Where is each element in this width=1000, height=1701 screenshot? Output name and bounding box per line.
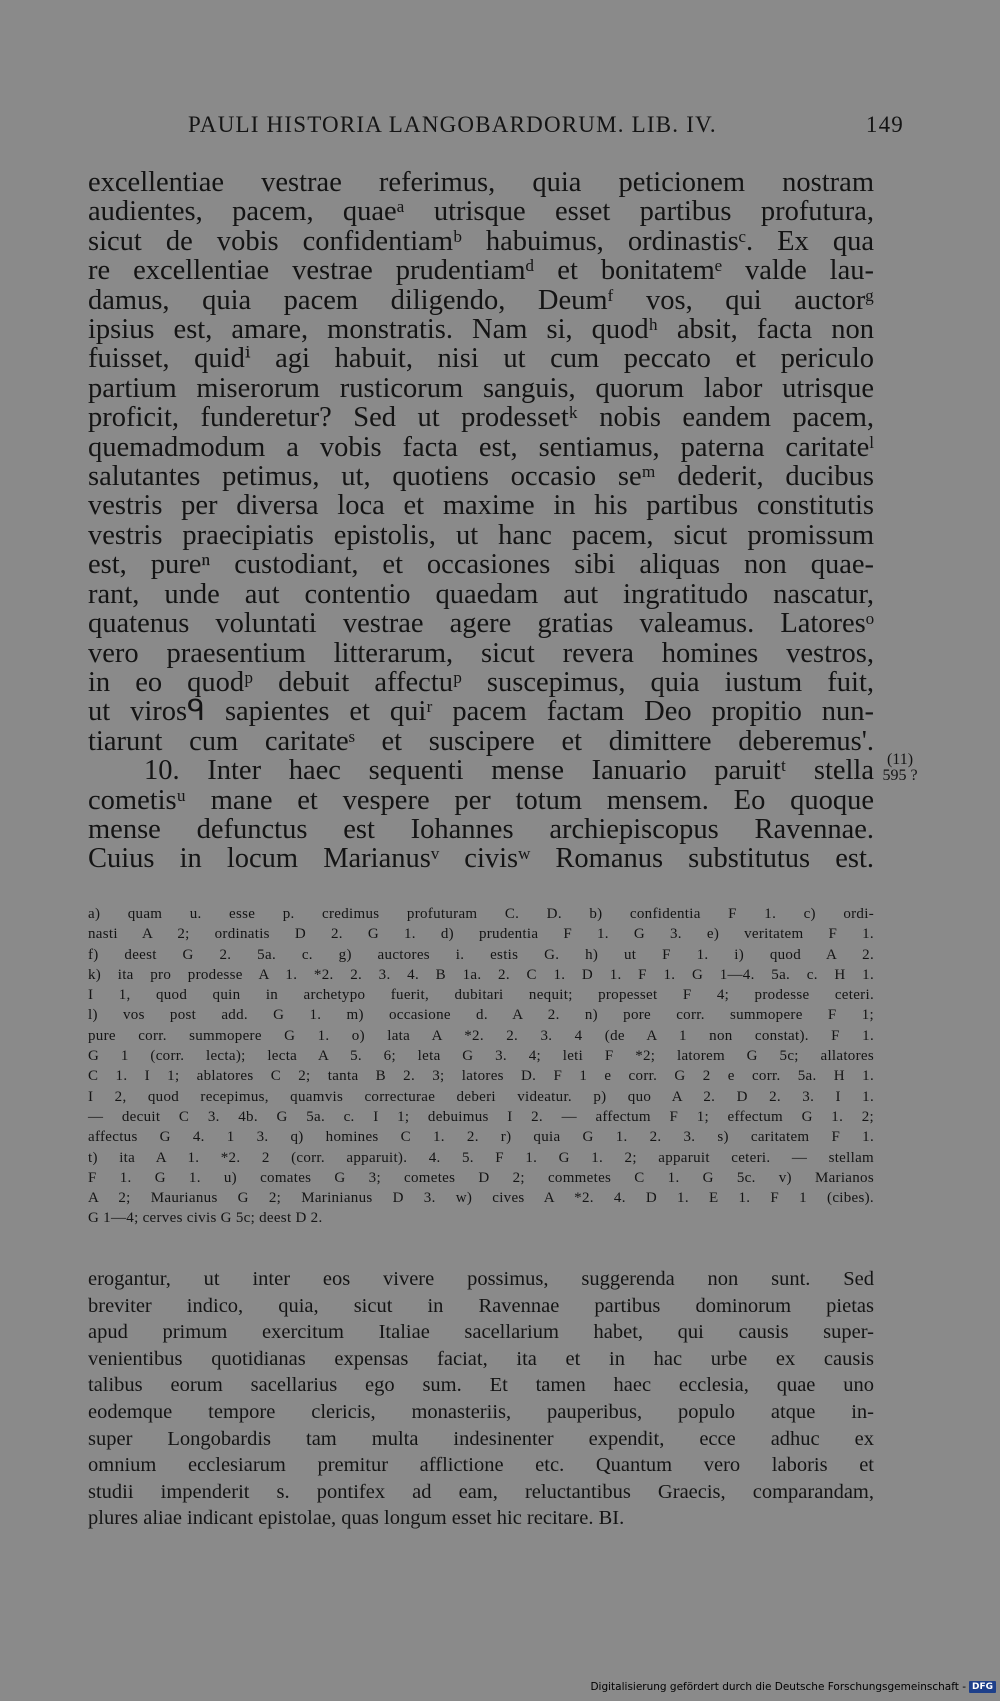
- commentary-line: studii impenderit s. pontifex ad eam, reluctantibus Graecis, comparandam,: [88, 1480, 874, 1503]
- text-line: fuisset, quidⁱ agi habuit, nisi ut cum peccato et periculo: [88, 343, 874, 375]
- text-line: partium miserorum rusticorum sanguis, quorum labor utrisque: [88, 372, 874, 404]
- footnote-line: l) vos post add. G 1. m) occasione d. A 2. n) pore corr. summopere F 1;: [88, 1007, 874, 1024]
- commentary-line: talibus eorum sacellarius ego sum. Et tamen haec ecclesia, quae uno: [88, 1374, 874, 1397]
- dfg-logo: DFG: [969, 1681, 996, 1693]
- credit-text: Digitalisierung gefördert durch die Deutsche Forschungsgemeinschaft -: [590, 1681, 966, 1693]
- text-line: vestris per diversa loca et maxime in his partibus constitutis: [88, 490, 874, 522]
- text-line: salutantes petimus, ut, quotiens occasio seᵐ dederit, ducibus: [88, 461, 874, 493]
- commentary-line: plures aliae indicant epistolae, quas longum esset hic recitare. BI.: [88, 1507, 625, 1530]
- commentary-line: apud primum exercitum Italiae sacellarium habet, qui causis super-: [88, 1321, 874, 1344]
- footnote-line: k) ita pro prodesse A 1. *2. 2. 3. 4. B 1a. 2. C 1. D 1. F 1. G 1—4. 5a. c. H 1.: [88, 966, 874, 983]
- footnote-line: a) quam u. esse p. credimus profuturam C. D. b) confidentia F 1. c) ordi-: [88, 906, 874, 922]
- text-line: quatenus voluntati vestrae agere gratias valeamus. Latoresᵒ: [88, 608, 874, 640]
- commentary-line: venientibus quotidianas expensas faciat, ita et in hac urbe ex causis: [88, 1347, 874, 1370]
- margin-note-chapter: (11): [886, 751, 914, 768]
- footnote-line: — decuit C 3. 4b. G 5a. c. I 1; debuimus I 2. — affectum F 1; effectum G 1. 2;: [88, 1108, 874, 1125]
- footnote-line: G 1—4; cerves civis G 5c; deest D 2.: [88, 1210, 323, 1227]
- running-header: [88, 112, 904, 142]
- main-text: [88, 168, 874, 874]
- digitization-credit: [590, 1681, 996, 1693]
- commentary-note: [88, 1266, 874, 1532]
- text-line: est, pureⁿ custodiant, et occasiones sibi aliquas non quae-: [88, 549, 874, 581]
- text-line: in eo quodᵖ debuit affectuᵖ suscepimus, quia iustum fuit,: [88, 666, 874, 698]
- footnote-line: G 1 (corr. lecta); lecta A 5. 6; leta G 3. 4; leti F *2; latorem G 5c; allatores: [88, 1048, 874, 1065]
- footnote-line: t) ita A 1. *2. 2 (corr. apparuit). 4. 5. F 1. G 1. 2; apparuit ceteri. — stellam: [88, 1149, 874, 1166]
- commentary-line: breviter indico, quia, sicut in Ravennae partibus dominorum pietas: [88, 1294, 874, 1317]
- text-line: rant, unde aut contentio quaedam aut ingratitudo nascatur,: [88, 578, 874, 610]
- text-line: re excellentiae vestrae prudentiamᵈ et bonitatemᵉ valde lau-: [88, 255, 874, 287]
- text-line: cometisᵘ mane et vespere per totum mensem. Eo quoque: [88, 784, 874, 816]
- text-line: vero praesentium litterarum, sicut revera homines vestros,: [88, 637, 874, 669]
- footnote-line: A 2; Maurianus G 2; Marinianus D 3. w) cives A *2. 4. D 1. E 1. F 1 (cibes).: [88, 1190, 874, 1207]
- text-line: ut virosᑫ sapientes et quiʳ pacem factam Deo propitio nun-: [88, 696, 874, 728]
- text-line: 10. Inter haec sequenti mense Ianuario paruitᵗ stella: [144, 755, 874, 787]
- commentary-line: erogantur, ut inter eos vivere possimus, suggerenda non sunt. Sed: [88, 1268, 874, 1290]
- commentary-line: super Longobardis tam multa indesinenter expendit, ecce adhuc ex: [88, 1427, 874, 1450]
- footnote-line: affectus G 4. 1 3. q) homines C 1. 2. r) quia G 1. 2. 3. s) caritatem F 1.: [88, 1129, 874, 1146]
- footnote-line: f) deest G 2. 5a. c. g) auctores i. estis G. h) ut F 1. i) quod A 2.: [88, 946, 874, 963]
- text-line: audientes, pacem, quaeᵃ utrisque esset partibus profutura,: [88, 196, 874, 228]
- text-line: Cuius in locum Marianusᵛ civisʷ Romanus substitutus est.: [88, 843, 874, 875]
- footnote-line: F 1. G 1. u) comates G 3; cometes D 2; commetes C 1. G 5c. v) Marianos: [88, 1169, 874, 1186]
- text-line: ipsius est, amare, monstratis. Nam si, quodʰ absit, facta non: [88, 314, 874, 346]
- page-number: 149: [865, 112, 904, 137]
- critical-apparatus: [88, 904, 874, 1229]
- text-line: sicut de vobis confidentiamᵇ habuimus, ordinastisᶜ. Ex qua: [88, 225, 874, 257]
- footnote-line: pure corr. summopere G 1. o) lata A *2. 2. 3. 4 (de A 1 non constat). F 1.: [88, 1027, 874, 1044]
- commentary-line: omnium ecclesiarum premitur afflictione etc. Quantum vero laboris et: [88, 1454, 874, 1477]
- footnote-line: I 2, quod recepimus, quamvis correcturae deberi videatur. p) quo A 2. D 2. 3. I 1.: [88, 1088, 874, 1105]
- footnote-line: nasti A 2; ordinatis D 2. G 1. d) prudentia F 1. G 3. e) veritatem F 1.: [88, 926, 874, 943]
- text-line: damus, quia pacem diligendo, Deumᶠ vos, qui auctorᵍ: [88, 284, 874, 316]
- text-line: excellentiae vestrae referimus, quia peticionem nostram: [88, 167, 874, 198]
- commentary-line: eodemque tempore clericis, monasteriis, pauperibus, populo atque in-: [88, 1400, 874, 1423]
- footnote-line: C 1. I 1; ablatores C 2; tanta B 2. 3; latores D. F 1 e corr. G 2 e corr. 5a. H 1.: [88, 1068, 874, 1085]
- margin-note-year: 595 ?: [882, 767, 918, 784]
- text-line: proficit, funderetur? Sed ut prodessetᵏ nobis eandem pacem,: [88, 402, 874, 434]
- text-line: tiarunt cum caritateˢ et suscipere et dimittere deberemus'.: [88, 725, 874, 757]
- text-line: mense defunctus est Iohannes archiepiscopus Ravennae.: [88, 813, 874, 845]
- text-line: quemadmodum a vobis facta est, sentiamus, paterna caritateˡ: [88, 431, 874, 463]
- text-line: vestris praecipiatis epistolis, ut hanc pacem, sicut promissum: [88, 519, 874, 551]
- running-title: PAULI HISTORIA LANGOBARDORUM. LIB. IV.: [188, 112, 717, 137]
- footnote-line: I 1, quod quin in archetypo fuerit, dubitari nequit; propesset F 4; prodesse ceteri.: [88, 987, 874, 1004]
- margin-note: [875, 752, 925, 784]
